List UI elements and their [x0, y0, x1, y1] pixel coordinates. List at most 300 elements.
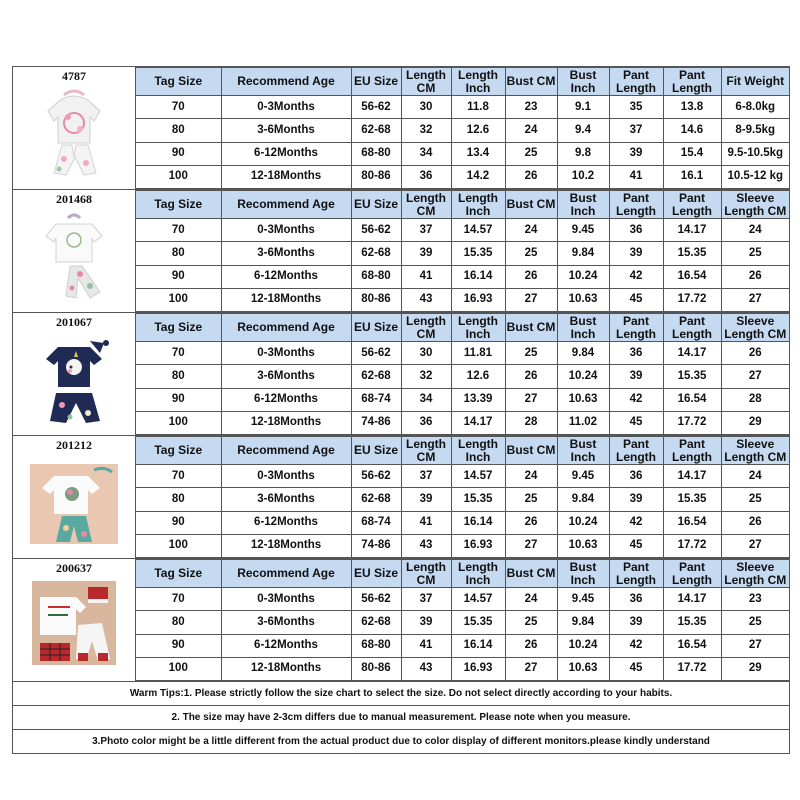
column-header: Pant Length: [663, 560, 721, 588]
product-photo: [28, 456, 120, 553]
column-header: Recommend Age: [221, 68, 351, 96]
table-cell: 0-3Months: [221, 465, 351, 488]
table-cell: 100: [136, 165, 221, 188]
size-table: [136, 559, 789, 681]
column-header: Pant Length: [663, 68, 721, 96]
column-header: Pant Length: [609, 68, 663, 96]
table-cell: 29: [721, 657, 789, 680]
table-cell: 17.72: [663, 534, 721, 557]
table-row: [136, 634, 789, 657]
table-cell: 39: [401, 242, 451, 265]
table-cell: 3-6Months: [221, 611, 351, 634]
table-cell: 6-12Months: [221, 142, 351, 165]
column-header: Bust CM: [505, 560, 557, 588]
column-header: Sleeve Length CM: [721, 437, 789, 465]
column-header: Pant Length: [609, 560, 663, 588]
table-cell: 6-12Months: [221, 265, 351, 288]
table-row: [136, 219, 789, 242]
table-cell: 14.57: [451, 588, 505, 611]
column-header: Bust CM: [505, 191, 557, 219]
size-block-201067: [12, 312, 790, 435]
product-photo: [34, 333, 114, 430]
table-cell: 28: [721, 388, 789, 411]
column-header: Tag Size: [136, 314, 221, 342]
table-cell: 41: [401, 265, 451, 288]
table-cell: 90: [136, 511, 221, 534]
product-photo: [34, 87, 114, 184]
table-cell: 3-6Months: [221, 119, 351, 142]
table-row: [136, 119, 789, 142]
table-cell: 23: [505, 96, 557, 119]
size-block-200637: [12, 558, 790, 681]
table-cell: 62-68: [351, 611, 401, 634]
column-header: EU Size: [351, 68, 401, 96]
table-cell: 70: [136, 342, 221, 365]
table-cell: 100: [136, 534, 221, 557]
table-cell: 14.57: [451, 219, 505, 242]
column-header: Bust CM: [505, 314, 557, 342]
product-photo: [34, 210, 114, 307]
table-cell: 14.57: [451, 465, 505, 488]
table-cell: 42: [609, 511, 663, 534]
table-cell: 15.35: [451, 488, 505, 511]
table-cell: 6-12Months: [221, 634, 351, 657]
table-cell: 27: [721, 534, 789, 557]
table-cell: 80: [136, 488, 221, 511]
table-cell: 23: [721, 588, 789, 611]
column-header: Sleeve Length CM: [721, 314, 789, 342]
table-cell: 25: [505, 342, 557, 365]
table-cell: 28: [505, 411, 557, 434]
column-header: Bust Inch: [557, 560, 609, 588]
table-cell: 27: [505, 388, 557, 411]
table-cell: 25: [505, 611, 557, 634]
table-cell: 14.17: [663, 219, 721, 242]
table-cell: 39: [609, 488, 663, 511]
table-cell: 16.93: [451, 534, 505, 557]
product-cell: [13, 190, 136, 312]
table-cell: 16.54: [663, 511, 721, 534]
column-header: Length CM: [401, 437, 451, 465]
column-header: Recommend Age: [221, 314, 351, 342]
table-cell: 12.6: [451, 365, 505, 388]
table-cell: 37: [401, 465, 451, 488]
table-cell: 10.63: [557, 534, 609, 557]
table-cell: 36: [609, 219, 663, 242]
column-header: EU Size: [351, 314, 401, 342]
table-cell: 24: [505, 588, 557, 611]
warm-tip-1: Warm Tips:1. Please strictly follow the size chart to select the size. Do not select directly according to your habits.: [12, 681, 790, 705]
column-header: EU Size: [351, 191, 401, 219]
table-cell: 68-80: [351, 265, 401, 288]
table-cell: 12-18Months: [221, 165, 351, 188]
table-cell: 26: [505, 634, 557, 657]
table-cell: 24: [505, 465, 557, 488]
product-cell: [13, 559, 136, 681]
table-cell: 42: [609, 634, 663, 657]
table-cell: 36: [401, 411, 451, 434]
table-cell: 16.93: [451, 657, 505, 680]
table-cell: 10.24: [557, 511, 609, 534]
table-cell: 0-3Months: [221, 219, 351, 242]
column-header: Fit Weight: [721, 68, 789, 96]
table-cell: 11.8: [451, 96, 505, 119]
column-header: EU Size: [351, 560, 401, 588]
product-cell: [13, 436, 136, 558]
size-table: [136, 190, 789, 312]
column-header: Length Inch: [451, 560, 505, 588]
table-cell: 15.35: [663, 488, 721, 511]
table-cell: 8-9.5kg: [721, 119, 789, 142]
table-cell: 42: [609, 265, 663, 288]
table-cell: 56-62: [351, 342, 401, 365]
table-cell: 10.2: [557, 165, 609, 188]
table-cell: 26: [721, 511, 789, 534]
table-cell: 80: [136, 119, 221, 142]
table-cell: 9.45: [557, 465, 609, 488]
table-cell: 24: [505, 219, 557, 242]
table-cell: 16.1: [663, 165, 721, 188]
table-cell: 15.4: [663, 142, 721, 165]
table-cell: 80: [136, 611, 221, 634]
table-cell: 25: [721, 242, 789, 265]
table-cell: 0-3Months: [221, 96, 351, 119]
table-row: [136, 588, 789, 611]
table-cell: 27: [721, 634, 789, 657]
product-code: 201212: [56, 438, 92, 452]
column-header: Sleeve Length CM: [721, 560, 789, 588]
table-cell: 27: [721, 365, 789, 388]
table-cell: 27: [721, 288, 789, 311]
header-row: [136, 68, 789, 96]
table-cell: 70: [136, 588, 221, 611]
table-cell: 26: [505, 165, 557, 188]
table-cell: 15.35: [451, 611, 505, 634]
table-row: [136, 242, 789, 265]
table-cell: 10.24: [557, 265, 609, 288]
table-cell: 37: [609, 119, 663, 142]
table-row: [136, 411, 789, 434]
table-cell: 26: [505, 511, 557, 534]
table-cell: 90: [136, 634, 221, 657]
column-header: Bust Inch: [557, 437, 609, 465]
table-cell: 42: [609, 388, 663, 411]
table-cell: 100: [136, 288, 221, 311]
size-block-4787: [12, 66, 790, 189]
table-row: [136, 465, 789, 488]
column-header: Length CM: [401, 560, 451, 588]
table-cell: 70: [136, 465, 221, 488]
table-row: [136, 388, 789, 411]
table-cell: 17.72: [663, 657, 721, 680]
column-header: Bust CM: [505, 437, 557, 465]
table-cell: 12-18Months: [221, 411, 351, 434]
table-cell: 10.24: [557, 634, 609, 657]
table-cell: 29: [721, 411, 789, 434]
column-header: Tag Size: [136, 68, 221, 96]
table-cell: 25: [721, 488, 789, 511]
table-row: [136, 488, 789, 511]
table-cell: 27: [505, 657, 557, 680]
table-cell: 9.84: [557, 488, 609, 511]
table-cell: 56-62: [351, 219, 401, 242]
column-header: Pant Length: [609, 314, 663, 342]
table-cell: 80: [136, 365, 221, 388]
product-code: 4787: [62, 69, 86, 83]
table-cell: 15.35: [663, 611, 721, 634]
table-cell: 39: [609, 611, 663, 634]
table-cell: 41: [401, 634, 451, 657]
table-row: [136, 165, 789, 188]
column-header: Tag Size: [136, 191, 221, 219]
table-cell: 45: [609, 534, 663, 557]
column-header: Pant Length: [609, 191, 663, 219]
table-cell: 26: [505, 365, 557, 388]
table-cell: 24: [721, 219, 789, 242]
column-header: Length CM: [401, 314, 451, 342]
table-cell: 9.84: [557, 342, 609, 365]
header-row: [136, 560, 789, 588]
table-cell: 3-6Months: [221, 242, 351, 265]
table-cell: 12.6: [451, 119, 505, 142]
table-cell: 32: [401, 365, 451, 388]
table-cell: 24: [721, 465, 789, 488]
table-cell: 6-12Months: [221, 511, 351, 534]
table-cell: 25: [505, 488, 557, 511]
table-cell: 80-86: [351, 165, 401, 188]
column-header: Bust Inch: [557, 191, 609, 219]
table-row: [136, 342, 789, 365]
size-block-201212: [12, 435, 790, 558]
table-cell: 17.72: [663, 288, 721, 311]
table-cell: 37: [401, 588, 451, 611]
table-cell: 100: [136, 657, 221, 680]
table-cell: 3-6Months: [221, 488, 351, 511]
table-cell: 13.39: [451, 388, 505, 411]
table-cell: 80: [136, 242, 221, 265]
table-cell: 39: [401, 488, 451, 511]
table-cell: 36: [609, 588, 663, 611]
table-cell: 10.5-12 kg: [721, 165, 789, 188]
table-cell: 13.4: [451, 142, 505, 165]
column-header: Length CM: [401, 191, 451, 219]
table-cell: 12-18Months: [221, 288, 351, 311]
table-cell: 80-86: [351, 288, 401, 311]
table-cell: 10.63: [557, 657, 609, 680]
table-cell: 6-12Months: [221, 388, 351, 411]
table-cell: 56-62: [351, 588, 401, 611]
table-cell: 9.84: [557, 611, 609, 634]
table-cell: 68-74: [351, 511, 401, 534]
table-cell: 68-74: [351, 388, 401, 411]
table-cell: 11.02: [557, 411, 609, 434]
table-cell: 25: [505, 142, 557, 165]
product-cell: [13, 313, 136, 435]
table-cell: 9.45: [557, 219, 609, 242]
table-cell: 14.17: [451, 411, 505, 434]
table-cell: 3-6Months: [221, 365, 351, 388]
product-code: 201468: [56, 192, 92, 206]
table-cell: 16.93: [451, 288, 505, 311]
column-header: Length Inch: [451, 191, 505, 219]
table-cell: 74-86: [351, 411, 401, 434]
table-cell: 9.1: [557, 96, 609, 119]
column-header: EU Size: [351, 437, 401, 465]
header-row: [136, 191, 789, 219]
column-header: Pant Length: [609, 437, 663, 465]
table-cell: 27: [505, 534, 557, 557]
table-cell: 41: [401, 511, 451, 534]
table-cell: 25: [505, 242, 557, 265]
table-row: [136, 288, 789, 311]
table-cell: 12-18Months: [221, 534, 351, 557]
table-cell: 39: [401, 611, 451, 634]
column-header: Length CM: [401, 68, 451, 96]
table-cell: 9.84: [557, 242, 609, 265]
table-cell: 36: [609, 465, 663, 488]
size-chart: [12, 66, 790, 754]
column-header: Pant Length: [663, 191, 721, 219]
table-cell: 80-86: [351, 657, 401, 680]
column-header: Recommend Age: [221, 560, 351, 588]
table-cell: 70: [136, 96, 221, 119]
table-row: [136, 142, 789, 165]
table-cell: 6-8.0kg: [721, 96, 789, 119]
table-cell: 39: [609, 242, 663, 265]
table-cell: 14.6: [663, 119, 721, 142]
table-cell: 30: [401, 342, 451, 365]
table-cell: 30: [401, 96, 451, 119]
column-header: Pant Length: [663, 314, 721, 342]
table-cell: 56-62: [351, 465, 401, 488]
size-table: [136, 313, 789, 435]
table-cell: 15.35: [663, 365, 721, 388]
product-photo: [30, 579, 118, 672]
size-table: [136, 67, 789, 189]
table-cell: 14.17: [663, 465, 721, 488]
table-cell: 70: [136, 219, 221, 242]
table-row: [136, 611, 789, 634]
table-cell: 15.35: [451, 242, 505, 265]
table-cell: 74-86: [351, 534, 401, 557]
column-header: Sleeve Length CM: [721, 191, 789, 219]
table-cell: 37: [401, 219, 451, 242]
table-cell: 32: [401, 119, 451, 142]
table-row: [136, 96, 789, 119]
column-header: Bust CM: [505, 68, 557, 96]
table-cell: 11.81: [451, 342, 505, 365]
table-cell: 26: [721, 342, 789, 365]
table-row: [136, 365, 789, 388]
table-cell: 15.35: [663, 242, 721, 265]
table-cell: 45: [609, 288, 663, 311]
size-block-201468: [12, 189, 790, 312]
table-cell: 39: [609, 365, 663, 388]
table-cell: 27: [505, 288, 557, 311]
table-cell: 62-68: [351, 119, 401, 142]
table-cell: 36: [609, 342, 663, 365]
table-cell: 9.8: [557, 142, 609, 165]
table-row: [136, 657, 789, 680]
column-header: Tag Size: [136, 437, 221, 465]
table-cell: 39: [609, 142, 663, 165]
table-cell: 35: [609, 96, 663, 119]
table-cell: 16.14: [451, 634, 505, 657]
table-cell: 43: [401, 288, 451, 311]
table-row: [136, 534, 789, 557]
table-row: [136, 511, 789, 534]
product-code: 201067: [56, 315, 92, 329]
column-header: Bust Inch: [557, 314, 609, 342]
header-row: [136, 314, 789, 342]
table-cell: 9.4: [557, 119, 609, 142]
column-header: Pant Length: [663, 437, 721, 465]
table-cell: 90: [136, 265, 221, 288]
table-cell: 10.63: [557, 288, 609, 311]
table-cell: 14.17: [663, 342, 721, 365]
table-cell: 62-68: [351, 365, 401, 388]
table-cell: 25: [721, 611, 789, 634]
table-row: [136, 265, 789, 288]
size-table: [136, 436, 789, 558]
table-cell: 26: [505, 265, 557, 288]
table-cell: 45: [609, 657, 663, 680]
column-header: Length Inch: [451, 68, 505, 96]
column-header: Bust Inch: [557, 68, 609, 96]
table-cell: 90: [136, 388, 221, 411]
table-cell: 13.8: [663, 96, 721, 119]
table-cell: 16.14: [451, 265, 505, 288]
table-cell: 0-3Months: [221, 342, 351, 365]
table-cell: 16.54: [663, 634, 721, 657]
warm-tip-3: 3.Photo color might be a little different from the actual product due to color display of different monitors.please kindly understand: [12, 729, 790, 754]
table-cell: 45: [609, 411, 663, 434]
table-cell: 36: [401, 165, 451, 188]
table-cell: 68-80: [351, 142, 401, 165]
table-cell: 26: [721, 265, 789, 288]
table-cell: 16.54: [663, 265, 721, 288]
table-cell: 68-80: [351, 634, 401, 657]
table-cell: 17.72: [663, 411, 721, 434]
table-cell: 16.14: [451, 511, 505, 534]
table-cell: 41: [609, 165, 663, 188]
table-cell: 9.5-10.5kg: [721, 142, 789, 165]
warm-tip-2: 2. The size may have 2-3cm differs due to manual measurement. Please note when you measure.: [12, 705, 790, 729]
table-cell: 56-62: [351, 96, 401, 119]
column-header: Recommend Age: [221, 437, 351, 465]
product-cell: [13, 67, 136, 189]
table-cell: 10.24: [557, 365, 609, 388]
table-cell: 43: [401, 657, 451, 680]
table-cell: 34: [401, 142, 451, 165]
table-cell: 9.45: [557, 588, 609, 611]
column-header: Recommend Age: [221, 191, 351, 219]
table-cell: 12-18Months: [221, 657, 351, 680]
table-cell: 10.63: [557, 388, 609, 411]
column-header: Length Inch: [451, 437, 505, 465]
table-cell: 100: [136, 411, 221, 434]
column-header: Tag Size: [136, 560, 221, 588]
table-cell: 62-68: [351, 242, 401, 265]
table-cell: 34: [401, 388, 451, 411]
table-cell: 24: [505, 119, 557, 142]
column-header: Length Inch: [451, 314, 505, 342]
table-cell: 14.2: [451, 165, 505, 188]
header-row: [136, 437, 789, 465]
table-cell: 0-3Months: [221, 588, 351, 611]
table-cell: 16.54: [663, 388, 721, 411]
table-cell: 14.17: [663, 588, 721, 611]
